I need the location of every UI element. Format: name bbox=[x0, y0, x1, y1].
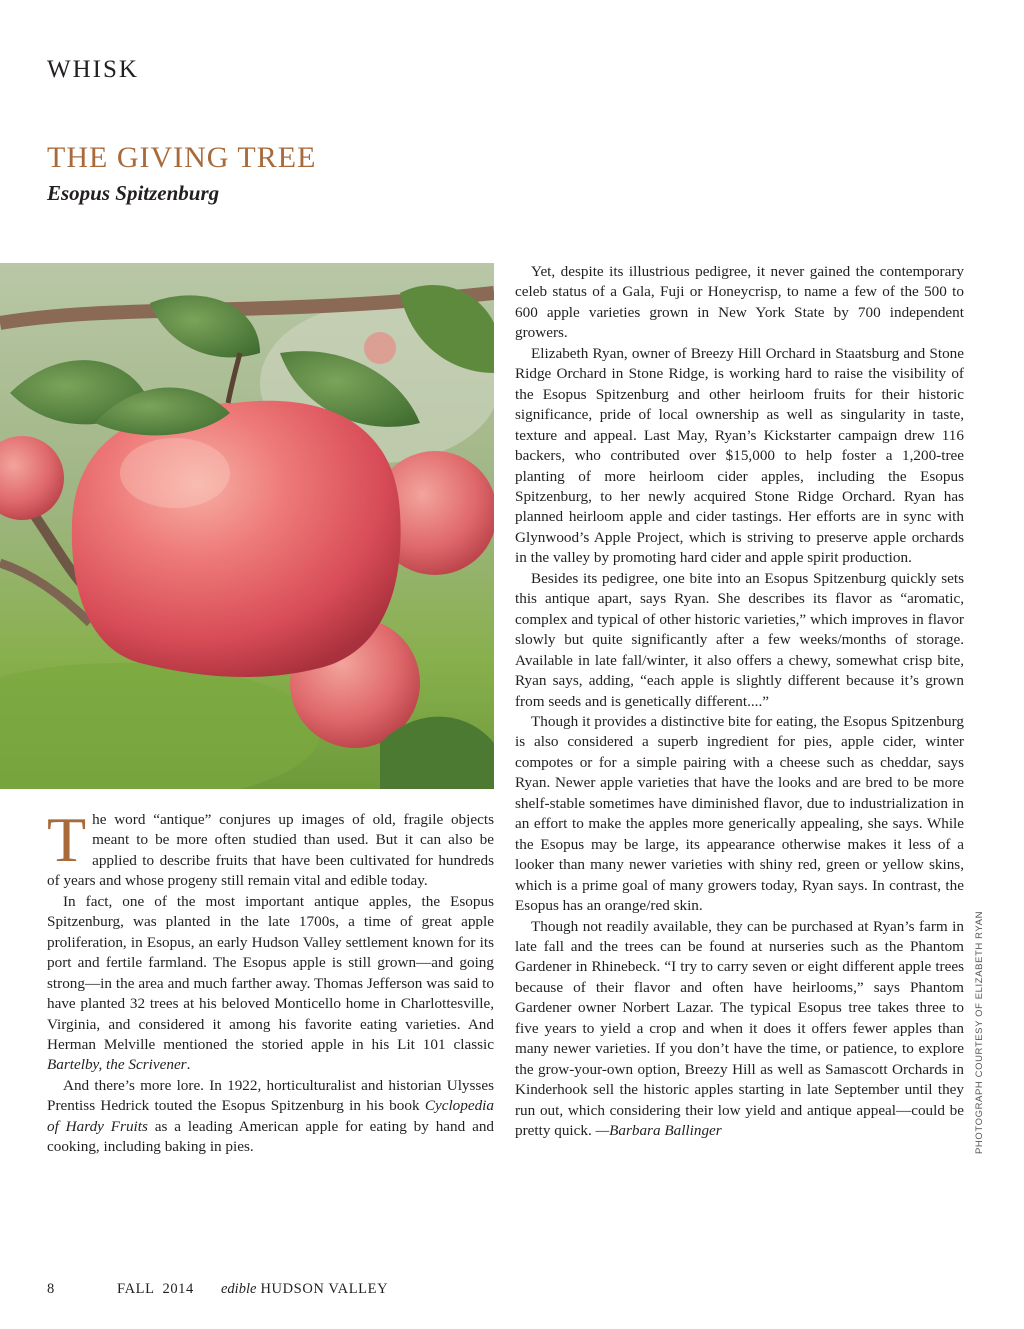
article-paragraph: In fact, one of the most important antique apples, the Esopus Spitzenburg, was planted in the late 1700s, a time of great apple proliferation, in Esopus, an early Hudson Valley settlement known for its port and fertile farmland. The Esopus apple is still grown—and going strong—in the area and much farther away. Thomas Jefferson was said to have planted 32 trees at his beloved Monticello home in Charlottesville, Virginia, and considered it among his favorite eating varieties. And Herman Melville mentioned the storied apple in his Lit 101 classic Bartelby, the Scrivener. bbox=[47, 892, 494, 1074]
issue-date: FALL 2014 bbox=[117, 1281, 194, 1297]
book-title: Bartelby, the Scrivener bbox=[47, 1056, 187, 1074]
article-paragraph: Though it provides a distinctive bite for eating, the Esopus Spitzenburg is also considered a superb ingredient for pies, apple cider, winter compotes or for a simple pairing with a cheese such as cheddar, says Ryan. Newer apple varieties that have the looks and are bred to be more shelf-stable sometimes have diminished flavor, due to industrialization in an effort to make the apples more generically appealing, she says. While the Esopus may be large, its appearance otherwise makes it less of a looker than many newer varieties with shiny red, green or yellow skins, which is a prime goal of many growers today, Ryan says. In contrast, the Esopus has an orange/red skin. bbox=[515, 712, 964, 915]
article-paragraph: Elizabeth Ryan, owner of Breezy Hill Orchard in Staatsburg and Stone Ridge Orchard in Stone Ridge, is working hard to raise the visibility of the Esopus Spitzenburg and other heirloom fruits for their historic significance, pride of local ownership as well as singularity in taste, texture and appeal. Last May, Ryan’s Kickstarter campaign drew 116 backers, who contributed over $15,000 to help foster a 1,200-tree planting of more heirloom cider apples, including the Esopus Spitzenburg, to her newly acquired Stone Ridge Orchard. Ryan has planned heirloom apple and cider tastings. Her efforts are in sync with Glynwood’s Apple Project, which is striving to preserve apple orchards in the valley by promoting hard cider and apple spirit production. bbox=[515, 344, 964, 567]
photo-credit: PHOTOGRAPH COURTESY OF ELIZABETH RYAN bbox=[974, 910, 985, 1154]
article-subtitle: Esopus Spitzenburg bbox=[47, 181, 220, 205]
article-paragraph: Though not readily available, they can be purchased at Ryan’s farm in late fall and the trees can be found at nurseries such as the Phantom Gardener in Rhinebeck. “I try to carry seven or eight different apple trees because of their flavor and often have heirlooms,” says Phantom Gardener owner Norbert Lazar. The typical Esopus tree takes three to five years to yield a crop and when it does it offers fewer apples than many newer varieties. If you don’t have the time, or patience, to explore the grow-your-own option, Breezy Hill as well as Samascott Orchards in Kinderhook sell the historic apples starting in late September until they run out, which considering their low yield and antique appeal—could be pretty quick. —Barbara Ballinger bbox=[515, 917, 964, 1140]
article-title: THE GIVING TREE bbox=[47, 141, 317, 174]
article-paragraph: Besides its pedigree, one bite into an Esopus Spitzenburg quickly sets this antique apart, says Ryan. She describes its flavor as “aromatic, complex and typical of other historic varieties,” which improves in flavor slowly but quite significantly after a few weeks/months of storage. Available in late fall/winter, it also offers a chewy, somewhat crisp bite, Ryan says, adding, “each apple is slightly different because it’s grown from seeds and is genetically different....” bbox=[515, 569, 964, 710]
article-paragraph: The word “antique” conjures up images of old, fragile objects meant to be more often studied than used. But it can also be applied to describe fruits that have been cultivated for hundreds of years and whose progeny still remain vital and edible today. bbox=[47, 804, 494, 890]
article-paragraph: And there’s more lore. In 1922, horticulturalist and historian Ulysses Prentiss Hedrick touted the Esopus Spitzenburg in his book Cyclopedia of Hardy Fruits as a leading American apple for eating by hand and cooking, including baking in pies. bbox=[47, 1076, 495, 1156]
article-paragraph: Yet, despite its illustrious pedigree, it never gained the contemporary celeb status of a Gala, Fuji or Honeycrisp, to name a few of the 500 to 600 apple varieties grown in New York State by 700 independent growers. bbox=[515, 263, 964, 342]
apple-photo bbox=[0, 263, 494, 789]
byline: —Barbara Ballinger bbox=[595, 1122, 722, 1140]
magazine-brand-italic: edible bbox=[221, 1281, 257, 1297]
section-label: WHISK bbox=[47, 56, 139, 83]
article-right-column bbox=[515, 262, 964, 1141]
article-left-column bbox=[47, 804, 495, 1158]
magazine-brand-name: HUDSON VALLEY bbox=[260, 1281, 389, 1297]
page-number: 8 bbox=[47, 1281, 55, 1297]
drop-cap: T bbox=[47, 804, 87, 875]
page-footer bbox=[47, 1281, 388, 1298]
book-title: Cyclopedia of Hardy Fruits bbox=[47, 1097, 494, 1135]
